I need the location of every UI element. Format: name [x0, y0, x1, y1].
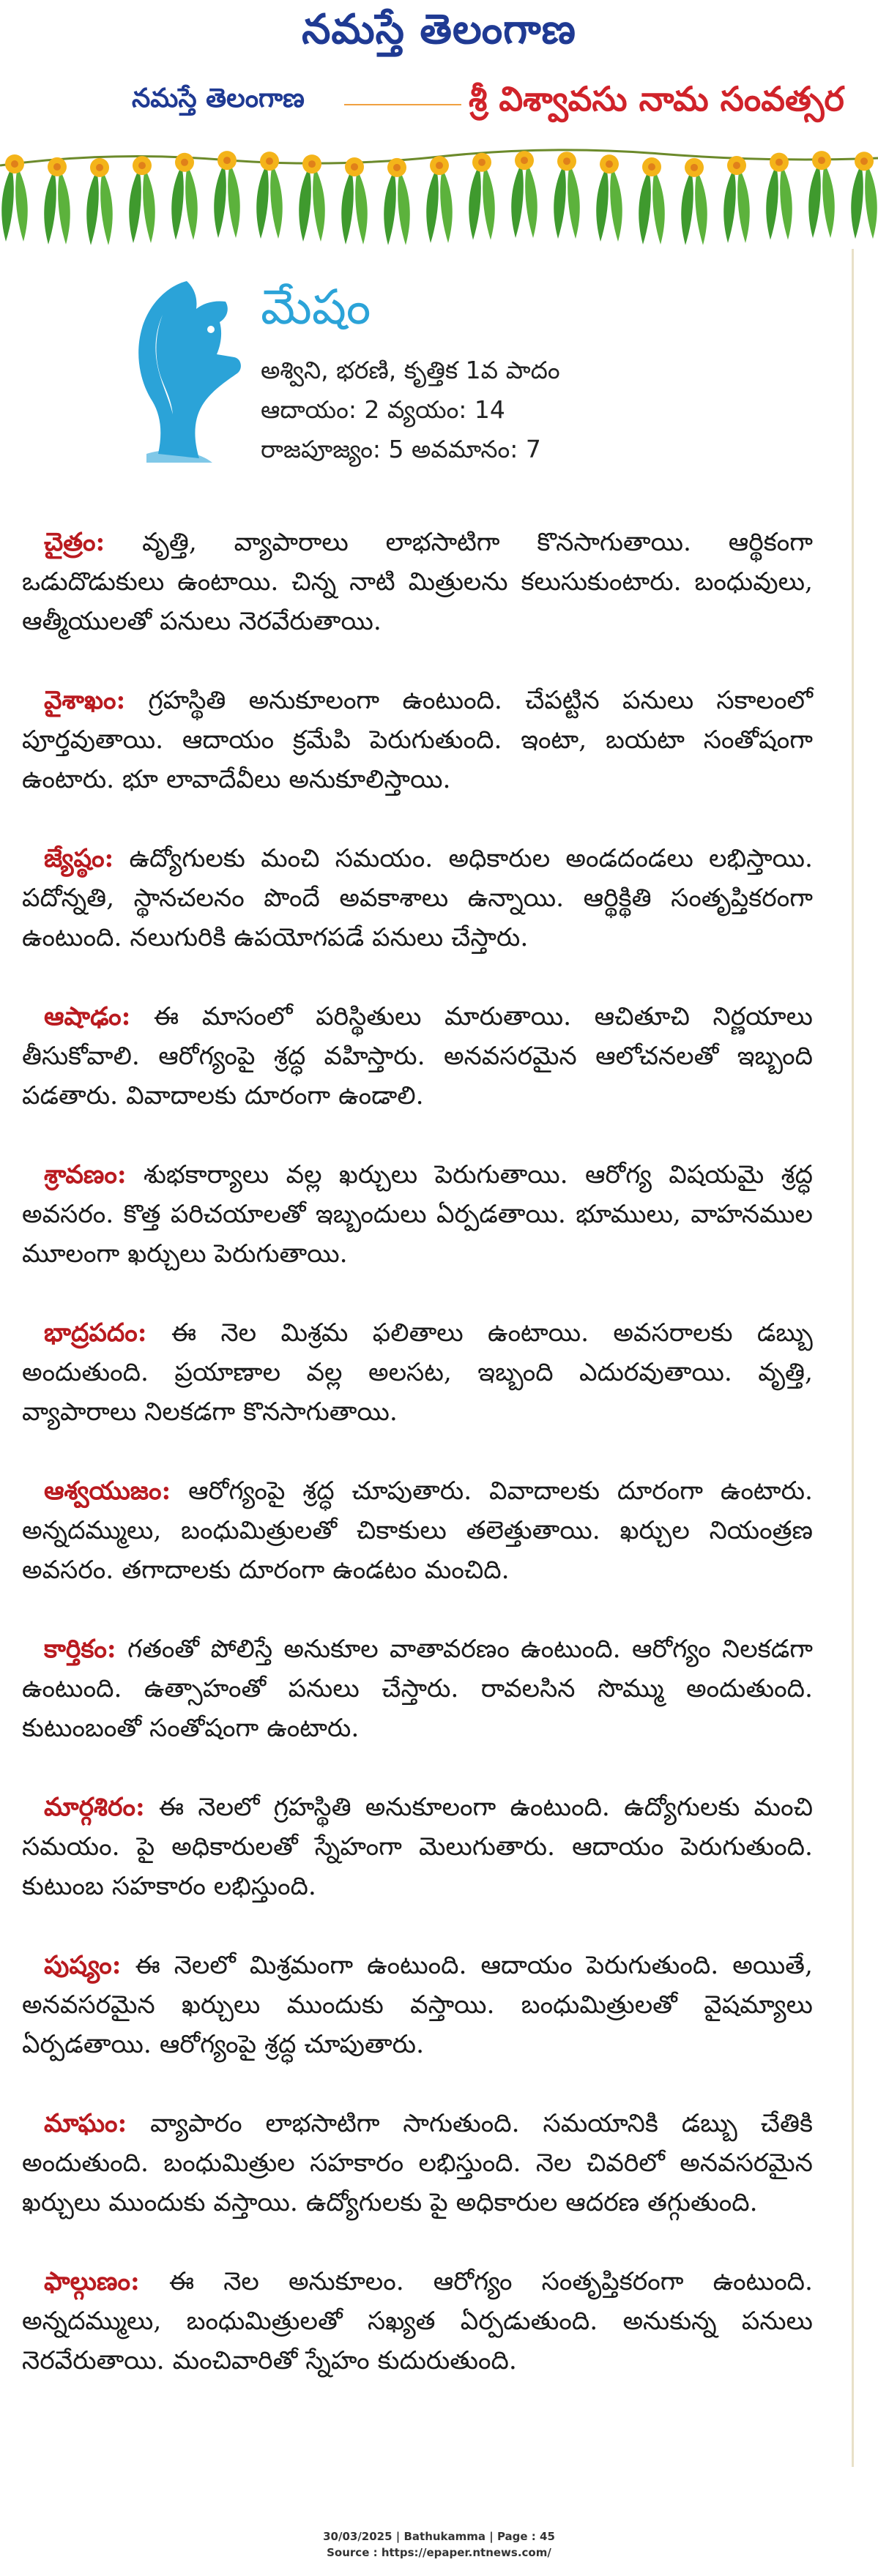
garland-unit — [554, 152, 580, 239]
month-text: ఈ నెల అనుకూలం. ఆరోగ్యం సంతృప్తికరంగా ఉంటుంది. అన్నదమ్ములు, బంధుమిత్రులతో సఖ్యత ఏర్పడుతుంది. అనుకున్న పనులు నెరవేరుతాయి. మంచివారితో స్నేహం కుదురుతుంది. — [22, 2267, 814, 2375]
month-entry — [22, 1946, 813, 2064]
month-text: ఆరోగ్యంపై శ్రద్ధ చూపుతారు. వివాదాలకు దూరంగా ఉంటారు. అన్నదమ్ములు, బంధుమిత్రులతో చికాకులు తలెత్తుతాయి. ఖర్చుల నియంత్రణ అవసరం. తగాదాలకు దూరంగా ఉండటం మంచిది. — [22, 1476, 813, 1585]
garland-unit — [256, 152, 283, 239]
month-entry — [22, 997, 813, 1116]
garland-unit — [851, 152, 877, 239]
garland-unit — [426, 156, 453, 243]
month-text: ఉద్యోగులకు మంచి సమయం. అధికారుల అండదండలు లభిస్తాయి. పదోన్నతి, స్థానచలనం పొందే అవకాశాలు ఉన్నాయి. ఆర్థిక్థితి సంతృప్తికరంగా ఉంటుంది. నలుగురికి ఉపయోగపడే పనులు చేస్తారు. — [22, 844, 814, 952]
month-name: పుష్యం: — [44, 1951, 122, 1980]
month-text: ఈ నెల మిశ్రమ ఫలితాలు ఉంటాయి. అవసరాలకు డబ్బు అందుతుంది. ప్రయాణాల వల్ల అలసట, ఇబ్బంది ఎదురవుతాయి. వృత్తి, వ్యాపారాలు నిలకడగా కొనసాగుతాయి. — [22, 1318, 813, 1427]
sign-honour-insult: రాజపూజ్యం: 5 అవమానం: 7 — [261, 435, 541, 463]
month-entry — [22, 1313, 813, 1432]
garland-unit — [129, 156, 155, 243]
garland-unit — [639, 157, 665, 244]
sign-income-expense: ఆదాయం: 2 వ్యయం: 14 — [261, 395, 505, 424]
month-text: ఈ నెలలో మిశ్రమంగా ఉంటుంది. ఆదాయం పెరుగుతుంది. అయితే, అనవసరమైన ఖర్చులు ముందుకు వస్తాయి. బంధుమిత్రులతో వైషమ్యాలు ఏర్పడతాయి. ఆరోగ్యంపై శ్రద్ధ చూపుతారు. — [22, 1951, 813, 2059]
garland-unit — [808, 151, 835, 238]
month-text: వ్యాపారం లాభసాటిగా సాగుతుంది. సమయానికి డబ్బు చేతికి అందుతుంది. బంధుమిత్రుల సహకారం లభిస్తుంది. నెల చివరిలో అనవసరమైన ఖర్చులు ముందుకు వస్తాయి. ఉద్యోగులకు పై అధికారుల ఆదరణ తగ్గుతుంది. — [22, 2109, 813, 2217]
page-side-rule — [852, 249, 854, 2467]
garland-unit — [723, 156, 750, 243]
page-footer — [0, 2528, 878, 2561]
garland-unit — [86, 158, 113, 245]
month-entry — [22, 2262, 813, 2381]
month-text: ఈ నెలలో గ్రహస్థితి అనుకూలంగా ఉంటుంది. ఉద్యోగులకు మంచి సమయం. పై అధికారులతో స్నేహంగా మెలుగుతారు. ఆదాయం పెరుగుతుంది. కుటుంబ సహకారం లభిస్తుంది. — [22, 1793, 813, 1901]
zodiac-sign-block — [117, 271, 630, 476]
year-title: శ్రీ విశ్వావసు నామ సంవత్సర — [469, 79, 844, 119]
garland-unit — [44, 157, 70, 244]
horse-head-icon — [117, 271, 249, 468]
footer-edition-line: 30/03/2025 | Bathukamma | Page : 45 — [323, 2530, 555, 2543]
month-entry — [22, 681, 813, 799]
month-name: కార్తికం: — [44, 1635, 116, 1664]
brand-name: నమస్తే తెలంగాణ — [132, 83, 305, 113]
garland-unit — [341, 157, 368, 244]
month-entry — [22, 1629, 813, 1748]
masthead-title: నమస్తే తెలంగాణ — [302, 6, 576, 53]
garland-unit — [171, 153, 198, 240]
header-banner — [0, 73, 878, 132]
garland-unit — [384, 158, 410, 245]
sign-nakshatra: అశ్విని, భరణి, కృత్తిక 1వ పాదం — [261, 356, 560, 384]
month-name: శ్రావణం: — [44, 1160, 127, 1190]
garland-unit — [469, 153, 495, 240]
banner-divider — [344, 104, 461, 105]
month-text: వృత్తి, వ్యాపారాలు లాభసాటిగా కొనసాగుతాయి. ఆర్థికంగా ఒడుదొడుకులు ఉంటాయి. చిన్న నాటి మిత్రులను కలుసుకుంటారు. బంధువులు, ఆత్మీయులతో పనులు నెరవేరుతాయి. — [22, 528, 814, 636]
month-entry — [22, 2104, 813, 2222]
garland-unit — [511, 151, 537, 238]
month-name: ఆషాఢం: — [44, 1002, 131, 1031]
month-entry — [22, 1155, 813, 1274]
month-text: గతంతో పోలిస్తే అనుకూల వాతావరణం ఉంటుంది. ఆరోగ్యం నిలకడగా ఉంటుంది. ఉత్సాహంతో పనులు చేస్తారు. రావలసిన సొమ్ము అందుతుంది. కుటుంబంతో సంతోషంగా ఉంటారు. — [22, 1635, 813, 1743]
month-name: మాఘం: — [44, 2109, 127, 2138]
garland-unit — [681, 158, 707, 245]
garland-unit — [766, 153, 792, 240]
month-name: ఆశ్వయుజం: — [44, 1476, 171, 1506]
month-name: జ్యేష్ఠం: — [44, 844, 114, 873]
garland-unit — [214, 151, 240, 238]
garland-unit — [299, 154, 325, 242]
sign-name: మేషం — [261, 279, 371, 335]
month-name: మార్గశిరం: — [44, 1793, 145, 1822]
masthead — [0, 0, 878, 61]
month-text: శుభకార్యాలు వల్ల ఖర్చులు పెరుగుతాయి. ఆరోగ్య విషయమై శ్రద్ధ అవసరం. కొత్త పరిచయాలతో ఇబ్బందులు ఏర్పడతాయి. భూములు, వాహనముల మూలంగా ఖర్చులు పెరుగుతాయి. — [22, 1160, 813, 1269]
garland-unit — [1, 154, 28, 242]
month-text: ఈ మాసంలో పరిస్థితులు మారుతాయి. ఆచితూచి నిర్ణయాలు తీసుకోవాలి. ఆరోగ్యంపై శ్రద్ధ వహిస్తారు. అనవసరమైన ఆలోచనలతో ఇబ్బంది పడతారు. వివాదాలకు దూరంగా ఉండాలి. — [22, 1002, 813, 1110]
garland-unit — [596, 154, 622, 242]
monthly-predictions — [22, 523, 813, 2420]
month-name: వైశాఖం: — [44, 686, 126, 715]
month-name: ఫాల్గుణం: — [44, 2267, 140, 2296]
footer-source-link[interactable]: Source : https://epaper.ntnews.com/ — [327, 2546, 551, 2559]
month-entry — [22, 1471, 813, 1590]
month-entry — [22, 523, 813, 641]
month-text: గ్రహస్థితి అనుకూలంగా ఉంటుంది. చేపట్టిన పనులు సకాలంలో పూర్తవుతాయి. ఆదాయం క్రమేపి పెరుగుతుంది. ఇంటా, బయటా సంతోషంగా ఉంటారు. భూ లావాదేవీలు అనుకూలిస్తాయి. — [22, 686, 813, 794]
month-name: భాద్రపదం: — [44, 1318, 147, 1348]
month-entry — [22, 1788, 813, 1906]
marigold-garland-decoration — [0, 143, 878, 246]
month-entry — [22, 839, 813, 957]
month-name: చైత్రం: — [44, 528, 105, 557]
